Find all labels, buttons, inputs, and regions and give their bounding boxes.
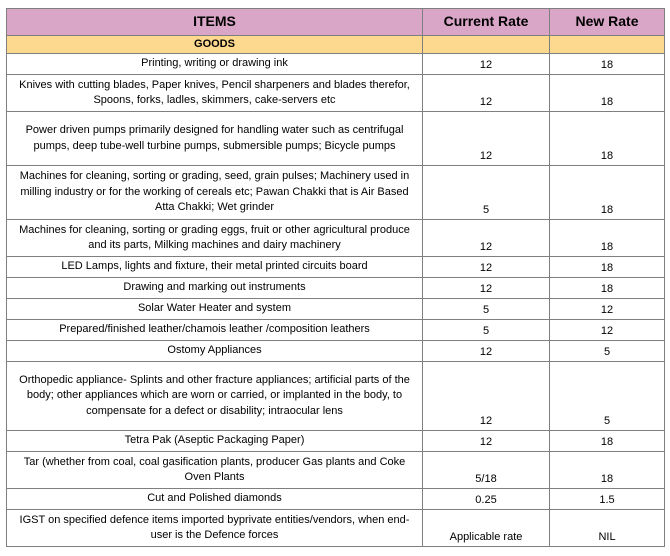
section-empty-cell bbox=[423, 36, 550, 54]
new-rate-cell: 5 bbox=[550, 341, 665, 362]
header-new-rate: New Rate bbox=[550, 9, 665, 36]
new-rate-cell: 18 bbox=[550, 431, 665, 452]
current-rate-cell: 5 bbox=[423, 166, 550, 220]
current-rate-cell: 12 bbox=[423, 220, 550, 257]
new-rate-cell: 18 bbox=[550, 166, 665, 220]
current-rate-cell: 12 bbox=[423, 362, 550, 431]
item-cell: Machines for cleaning, sorting or grading eggs, fruit or other agricultural produce and its parts, Milking machines and dairy machinery bbox=[7, 220, 423, 257]
section-empty-cell bbox=[550, 36, 665, 54]
current-rate-cell: 5 bbox=[423, 320, 550, 341]
new-rate-cell: 1.5 bbox=[550, 489, 665, 510]
current-rate-cell: 12 bbox=[423, 341, 550, 362]
item-cell: IGST on specified defence items imported byprivate entities/vendors, when end-user is the Defence forces bbox=[7, 510, 423, 547]
current-rate-cell: 12 bbox=[423, 278, 550, 299]
new-rate-cell: 18 bbox=[550, 54, 665, 75]
item-cell: Orthopedic appliance- Splints and other fracture appliances; artificial parts of the body; other appliances which are worn or carried, or implanted in the body, to compensate for a defect or disability; intraocular lens bbox=[7, 362, 423, 431]
current-rate-cell: 12 bbox=[423, 431, 550, 452]
table-row bbox=[7, 341, 665, 362]
new-rate-cell: 5 bbox=[550, 362, 665, 431]
item-cell: LED Lamps, lights and fixture, their metal printed circuits board bbox=[7, 257, 423, 278]
new-rate-cell: 18 bbox=[550, 75, 665, 112]
table-row bbox=[7, 75, 665, 112]
new-rate-cell: 18 bbox=[550, 112, 665, 166]
table-row bbox=[7, 220, 665, 257]
table-row bbox=[7, 320, 665, 341]
header-current-rate: Current Rate bbox=[423, 9, 550, 36]
current-rate-cell: 5/18 bbox=[423, 452, 550, 489]
header-items: ITEMS bbox=[7, 9, 423, 36]
item-cell: Printing, writing or drawing ink bbox=[7, 54, 423, 75]
current-rate-cell: Applicable rate bbox=[423, 510, 550, 547]
current-rate-cell: 12 bbox=[423, 54, 550, 75]
table-row bbox=[7, 299, 665, 320]
item-cell: Ostomy Appliances bbox=[7, 341, 423, 362]
header-row bbox=[7, 9, 665, 36]
item-cell: Solar Water Heater and system bbox=[7, 299, 423, 320]
table-row bbox=[7, 510, 665, 547]
current-rate-cell: 0.25 bbox=[423, 489, 550, 510]
item-cell: Prepared/finished leather/chamois leather /composition leathers bbox=[7, 320, 423, 341]
table-row bbox=[7, 278, 665, 299]
new-rate-cell: 18 bbox=[550, 452, 665, 489]
new-rate-cell: 12 bbox=[550, 299, 665, 320]
table-row bbox=[7, 431, 665, 452]
item-cell: Drawing and marking out instruments bbox=[7, 278, 423, 299]
item-cell: Machines for cleaning, sorting or grading, seed, grain pulses; Machinery used in milling industry or for the working of cereals etc; Pawan Chakki that is Air Based Atta Chakki; Wet grinder bbox=[7, 166, 423, 220]
item-cell: Knives with cutting blades, Paper knives, Pencil sharpeners and blades therefor, Spoons, forks, ladles, skimmers, cake-servers etc bbox=[7, 75, 423, 112]
gst-rate-table bbox=[6, 8, 665, 547]
current-rate-cell: 12 bbox=[423, 75, 550, 112]
current-rate-cell: 12 bbox=[423, 257, 550, 278]
new-rate-cell: NIL bbox=[550, 510, 665, 547]
table-row bbox=[7, 112, 665, 166]
table-row bbox=[7, 54, 665, 75]
table-row bbox=[7, 166, 665, 220]
item-cell: Power driven pumps primarily designed for handling water such as centrifugal pumps, deep tube-well turbine pumps, submersible pumps; Bicycle pumps bbox=[7, 112, 423, 166]
table-row bbox=[7, 452, 665, 489]
table-row bbox=[7, 489, 665, 510]
table-row bbox=[7, 362, 665, 431]
new-rate-cell: 18 bbox=[550, 257, 665, 278]
new-rate-cell: 18 bbox=[550, 278, 665, 299]
current-rate-cell: 5 bbox=[423, 299, 550, 320]
section-row-goods bbox=[7, 36, 665, 54]
new-rate-cell: 12 bbox=[550, 320, 665, 341]
current-rate-cell: 12 bbox=[423, 112, 550, 166]
item-cell: Tar (whether from coal, coal gasification plants, producer Gas plants and Coke Oven Plants bbox=[7, 452, 423, 489]
item-cell: Tetra Pak (Aseptic Packaging Paper) bbox=[7, 431, 423, 452]
new-rate-cell: 18 bbox=[550, 220, 665, 257]
item-cell: Cut and Polished diamonds bbox=[7, 489, 423, 510]
section-label: GOODS bbox=[7, 36, 423, 54]
table-row bbox=[7, 257, 665, 278]
